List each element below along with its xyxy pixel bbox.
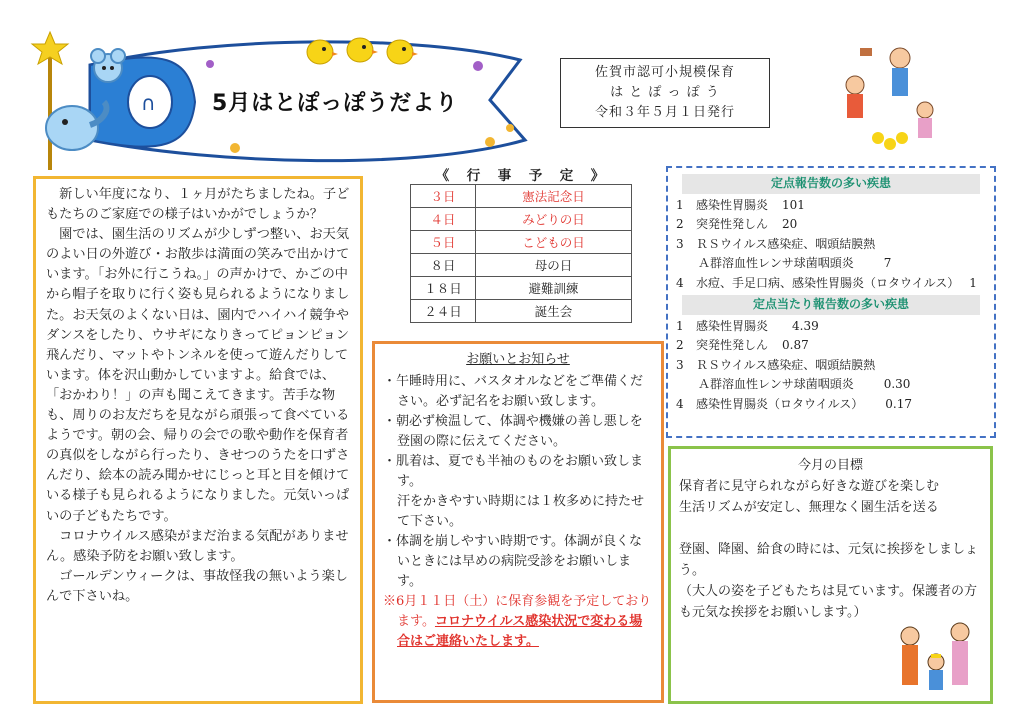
list-item: 1 感染性胃腸炎 4.39 — [676, 318, 819, 333]
notice-item: ・肌着は、夏でも半袖のものをお願い致します。 — [383, 454, 644, 489]
event-date: ３日 — [411, 185, 476, 208]
article-paragraph: 新しい年度になり、１ヶ月がたちましたね。子どもたちのご家庭での様子はいかがでしょうか？ — [46, 187, 350, 223]
list-item: 2 突発性発しん 0.87 — [676, 338, 809, 352]
table-row — [411, 208, 632, 231]
list-item: 3 ＲＳウイルス感染症、咽頭結膜熱 — [676, 236, 876, 251]
alert-text: ※6月１１日（土）に保育参観を予定しております。 — [383, 594, 652, 629]
event-date: ５日 — [411, 231, 476, 254]
notice-title: お願いとお知らせ — [466, 352, 570, 367]
goal-text: 登園、降園、給食の時には、元気に挨拶をしましょう。 — [679, 542, 979, 578]
event-name: みどりの日 — [476, 208, 632, 231]
notice-item: ・体調を崩しやすい時期です。体調が良くないときには早めの病院受診をお願いします。 — [383, 534, 642, 589]
kids-playing-icon — [830, 40, 950, 160]
disease-report-box — [666, 166, 996, 438]
event-name: 誕生会 — [476, 300, 632, 323]
alert-bold-text: コロナウイルス感染状況で変わる場合はご連絡いたします。 — [397, 614, 643, 649]
event-name: こどもの日 — [476, 231, 632, 254]
issue-date: 令和３年５月１日発行 — [594, 105, 735, 120]
disease-heading: 定点報告数の多い疾患 — [682, 174, 980, 194]
event-name: 母の日 — [476, 254, 632, 277]
list-item: 1 感染性胃腸炎 101 — [676, 197, 805, 212]
list-item: 3 ＲＳウイルス感染症、咽頭結膜熱 — [676, 357, 876, 372]
issuer-school: は と ぽ っ ぽ う — [610, 85, 720, 100]
event-name: 避難訓練 — [476, 277, 632, 300]
notice-subnote: 汗をかきやすい時期には１枚多めに持たせて下さい。 — [397, 494, 645, 529]
notice-item: ・朝必ず検温して、体調や機嫌の善し悪しを登園の際に伝えてください。 — [383, 414, 643, 449]
events-table — [410, 184, 632, 323]
event-date: ８日 — [411, 254, 476, 277]
list-item: 2 突発性発しん 20 — [676, 217, 798, 231]
table-row — [411, 300, 632, 323]
flower-icon — [473, 61, 483, 71]
events-title: 《 行 事 予 定 》 — [435, 168, 607, 184]
table-row — [411, 277, 632, 300]
issuer-name: 佐賀市認可小規模保育 — [594, 65, 735, 80]
event-name: 憲法記念日 — [476, 185, 632, 208]
list-item: Ａ群溶血性レンサ球菌咽頭炎 7 — [698, 256, 892, 270]
table-row — [411, 231, 632, 254]
issuer-box — [560, 58, 770, 128]
article-paragraph: ゴールデンウィークは、事故怪我の無いよう楽しんで下さいね。 — [46, 568, 348, 604]
table-row — [411, 185, 632, 208]
article-paragraph: 園では、園生活のリズムが少しずつ整い、お天気のよい日の外遊び・お散歩は満面の笑みで出かけています。「お外に行こうね。」の声かけで、かごの中から帽子を取りに行く姿も見られるようになりました。お天気のよくない日は、園内でハイハイ競争やダンスをしたり、ウサギになりきってピョンピョン飛んだり、マットやトンネルを使って遊んだりしています。体を沢山動かしていますよ。給食では、「おかわり！」の声も聞こえてきます。苦手な物も、周りのお友だちを見ながら頑張って食べているようです。朝の会、帰りの会での歌や動作を保育者の真似をしながら行ったり、きせつのうたを口ずさんだり、絵本の読み聞かせにじっと耳と目を傾けている様子も見られるようになりました。元気いっぱいの子どもたちです。 — [46, 227, 350, 524]
table-row — [411, 254, 632, 277]
svg-text:∩: ∩ — [141, 91, 156, 115]
article-paragraph: コロナウイルス感染がまだ治まる気配がありません。感染予防をお願い致します。 — [46, 528, 349, 564]
notice-alert — [383, 592, 653, 652]
list-item: Ａ群溶血性レンサ球菌咽頭炎 0.30 — [698, 377, 911, 391]
event-date: １８日 — [411, 277, 476, 300]
list-item: 4 水痘、手足口病、感染性胃腸炎（ロタウイルス） 1 — [676, 275, 977, 290]
goal-note: （大人の姿を子どもたちは見ています。保護者の方も元気な挨拶をお願いします。） — [679, 584, 977, 620]
newsletter-title: 5月はとぽっぽうだより — [212, 91, 459, 116]
notice-item: ・午睡時用に、バスタオルなどをご準備ください。必ず記名をお願い致します。 — [383, 374, 644, 409]
event-date: ２４日 — [411, 300, 476, 323]
chick-icon — [307, 38, 418, 64]
goal-title: 今月の目標 — [797, 458, 863, 473]
mouse-icon — [91, 49, 125, 82]
family-icon — [890, 618, 980, 698]
event-date: ４日 — [411, 208, 476, 231]
greeting-article — [33, 176, 363, 704]
goal-line: 保育者に見守られながら好きな遊びを楽しむ — [679, 479, 940, 494]
disease-heading: 定点当たり報告数の多い疾患 — [682, 295, 980, 315]
list-item: 4 感染性胃腸炎（ロタウイルス） 0.17 — [676, 396, 913, 411]
notice-box — [372, 341, 664, 703]
goal-line: 生活リズムが安定し、無理なく園生活を送る — [679, 500, 939, 515]
